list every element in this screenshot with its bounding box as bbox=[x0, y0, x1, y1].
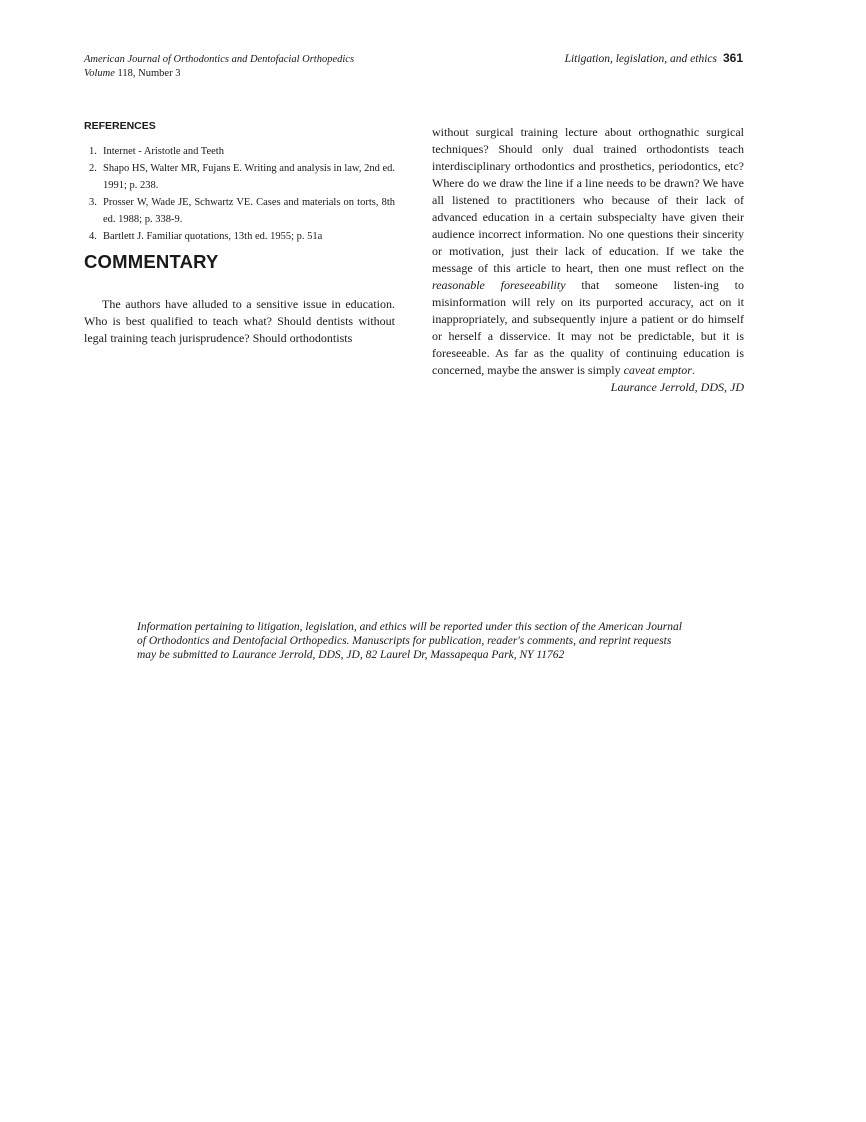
reference-number: 4. bbox=[89, 231, 97, 242]
footnote-line: of Orthodontics and Dentofacial Orthopedics. Manuscripts for publication, reader's comments, and reprint requests bbox=[137, 635, 672, 647]
reference-text: Bartlett J. Familiar quotations, 13th ed. 1955; p. 51a bbox=[103, 231, 323, 242]
reference-text: Prosser W, Wade JE, Schwartz VE. Cases and materials on torts, 8th ed. 1988; p. 338-9. bbox=[103, 197, 395, 225]
reference-text: Internet - Aristotle and Teeth bbox=[103, 146, 224, 157]
reference-number: 3. bbox=[89, 197, 97, 208]
reference-item bbox=[84, 228, 395, 245]
commentary-heading: COMMENTARY bbox=[84, 251, 219, 272]
volume-label: Volume bbox=[84, 68, 115, 79]
right-column bbox=[432, 124, 744, 396]
commentary-text: that someone listen-ing to misinformation will rely on its purported accuracy, act on it inappropriately, and subsequently injure a patient or do himself or herself a disservice. It may not be predictable, but it is foreseeable. As far as the quality of continuing education is concerned, maybe the answer is simply bbox=[432, 278, 745, 377]
author-signature: Laurance Jerrold, DDS, JD bbox=[610, 380, 744, 394]
section-footnote bbox=[137, 620, 737, 662]
commentary-text: without surgical training lecture about orthognathic surgical techniques? Should only dual trained orthodontists teach interdisciplinary orthodontics and prosthetics, periodontics, etc? Where do we draw the line if a line needs to be drawn? We have all listened to practitioners who because of their lack of advanced education in a certain subspecialty have given their audience incorrect information. No one questions their sincerity or motivation, just their lack of education. If we take the message of this article to heart, then one must reflect on the bbox=[432, 125, 744, 275]
page-number: 361 bbox=[722, 51, 743, 65]
running-header-section bbox=[565, 51, 743, 65]
volume-info bbox=[84, 67, 354, 81]
left-column bbox=[84, 120, 395, 347]
emphasis-text: reasonable foreseeability bbox=[432, 278, 566, 292]
volume-number: 118, Number 3 bbox=[117, 68, 181, 79]
references-list bbox=[84, 143, 395, 245]
reference-item bbox=[84, 143, 395, 160]
references-heading: REFERENCES bbox=[84, 120, 156, 132]
section-title: Litigation, legislation, and ethics bbox=[564, 53, 717, 65]
footnote-line: may be submitted to Laurance Jerrold, DDS, JD, 82 Laurel Dr, Massapequa Park, NY 11762 bbox=[137, 649, 565, 661]
reference-number: 2. bbox=[89, 163, 97, 174]
emphasis-text: caveat emptor bbox=[623, 363, 692, 377]
commentary-paragraph-start: The authors have alluded to a sensitive issue in education. Who is best qualified to teach what? Should dentists without legal training teach jurisprudence? Should orthodontists bbox=[84, 297, 395, 345]
commentary-paragraph-continued bbox=[432, 124, 744, 379]
journal-title: American Journal of Orthodontics and Dentofacial Orthopedics bbox=[84, 54, 355, 65]
footnote-line: Information pertaining to litigation, legislation, and ethics will be reported under this section of the American Journal bbox=[137, 621, 682, 633]
reference-text: Shapo HS, Walter MR, Fujans E. Writing and analysis in law, 2nd ed. 1991; p. 238. bbox=[103, 163, 395, 191]
reference-item bbox=[84, 160, 395, 194]
running-header-journal bbox=[84, 53, 354, 81]
reference-number: 1. bbox=[89, 146, 97, 157]
commentary-text: . bbox=[691, 363, 695, 377]
reference-item bbox=[84, 194, 395, 228]
